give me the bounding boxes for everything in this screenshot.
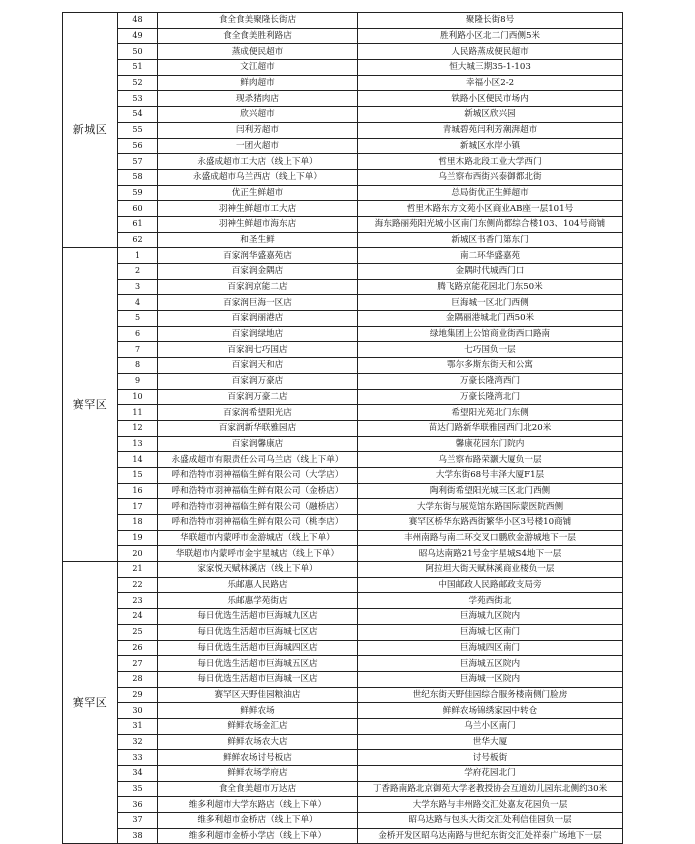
store-address-cell: 陶利街希望阳光城三区北门西侧 [358,483,623,499]
store-name-cell: 百家润京能二店 [158,279,358,295]
row-number-cell: 57 [118,154,158,170]
table-row [63,405,623,421]
store-name-cell: 鲜鲜农场 [158,703,358,719]
table-row [63,60,623,76]
table-row [63,91,623,107]
store-name-cell: 永盛成超市乌兰西店（线上下单） [158,169,358,185]
store-address-cell: 万豪长隆湾北门 [358,389,623,405]
store-address-cell: 大学东街68号丰泽大厦F1层 [358,467,623,483]
store-name-cell: 食全食美超市万达店 [158,781,358,797]
store-address-cell: 巨海城一区北门西侧 [358,295,623,311]
table-row [63,420,623,436]
store-address-cell: 金隅时代城西门口 [358,264,623,280]
row-number-cell: 18 [118,515,158,531]
store-address-cell: 学苑西街北 [358,593,623,609]
row-number-cell: 12 [118,420,158,436]
store-address-cell: 总局街优正生鲜超市 [358,185,623,201]
store-address-cell: 万豪长隆湾西门 [358,373,623,389]
row-number-cell: 37 [118,813,158,829]
store-address-cell: 新城区水岸小镇 [358,138,623,154]
store-address-cell: 幸福小区2-2 [358,75,623,91]
row-number-cell: 34 [118,766,158,782]
store-name-cell: 百家润万豪店 [158,373,358,389]
store-name-cell: 文江超市 [158,60,358,76]
store-address-cell: 苗达门路新华联雅园西门北20米 [358,420,623,436]
table-row [63,154,623,170]
table-row [63,326,623,342]
store-name-cell: 每日优选生活超市巨海城一区店 [158,671,358,687]
store-address-cell: 馨康花园东门院内 [358,436,623,452]
table-row [63,546,623,562]
store-address-cell: 青城碧苑闫利芳潮湃超市 [358,122,623,138]
store-name-cell: 每日优选生活超市巨海城七区店 [158,624,358,640]
table-row [63,781,623,797]
store-address-cell: 学府花园北门 [358,766,623,782]
table-row [63,138,623,154]
table-row [63,687,623,703]
store-name-cell: 食全食美胜利路店 [158,28,358,44]
store-name-cell: 百家润华盛嘉苑店 [158,248,358,264]
table-row [63,248,623,264]
row-number-cell: 22 [118,577,158,593]
table-row [63,640,623,656]
table-row [63,185,623,201]
store-name-cell: 百家润万豪二店 [158,389,358,405]
table-row [63,342,623,358]
store-name-cell: 一团火超市 [158,138,358,154]
table-row [63,122,623,138]
table-row [63,232,623,248]
district-cell: 赛罕区 [63,248,118,562]
row-number-cell: 48 [118,13,158,29]
store-name-cell: 现杀猪肉店 [158,91,358,107]
row-number-cell: 6 [118,326,158,342]
table-row [63,750,623,766]
row-number-cell: 21 [118,562,158,578]
table-row [63,624,623,640]
store-address-cell: 腾飞路京能花园北门东50米 [358,279,623,295]
table-row [63,593,623,609]
table-row [63,107,623,123]
store-name-cell: 呼和浩特市羽神福临生鲜有限公司（融桥店） [158,499,358,515]
row-number-cell: 36 [118,797,158,813]
table-row [63,169,623,185]
store-name-cell: 鲜鲜农场金汇店 [158,718,358,734]
store-address-cell: 乌兰小区南门 [358,718,623,734]
store-name-cell: 鲜肉超市 [158,75,358,91]
table-row [63,718,623,734]
row-number-cell: 51 [118,60,158,76]
table-row [63,515,623,531]
store-name-cell: 乐邮惠人民路店 [158,577,358,593]
store-address-cell: 哲里木路北段工业大学西门 [358,154,623,170]
table-row [63,813,623,829]
row-number-cell: 38 [118,828,158,844]
store-address-cell: 鄂尔多斯东街天和公寓 [358,358,623,374]
row-number-cell: 2 [118,264,158,280]
row-number-cell: 56 [118,138,158,154]
store-address-cell: 昭乌达路与包头大街交汇处利信佳园负一层 [358,813,623,829]
store-name-cell: 维多利超市金桥小学店（线上下单） [158,828,358,844]
store-name-cell: 每日优选生活超市巨海城四区店 [158,640,358,656]
store-name-cell: 鲜鲜农场农大店 [158,734,358,750]
row-number-cell: 31 [118,718,158,734]
store-address-cell: 海东路丽苑阳光城小区南门东侧尚都综合楼103、104号商铺 [358,216,623,232]
table-row [63,766,623,782]
store-name-cell: 百家润天和店 [158,358,358,374]
store-address-cell: 希望阳光苑北门东侧 [358,405,623,421]
store-name-cell: 维多利超市金桥店（线上下单） [158,813,358,829]
row-number-cell: 10 [118,389,158,405]
store-address-cell: 新城区欣兴园 [358,107,623,123]
store-name-cell: 优正生鲜超市 [158,185,358,201]
store-address-cell: 绿地集团上公馆商业街西口路南 [358,326,623,342]
table-row [63,483,623,499]
row-number-cell: 16 [118,483,158,499]
store-name-cell: 永盛成超市工大店（线上下单） [158,154,358,170]
row-number-cell: 50 [118,44,158,60]
row-number-cell: 23 [118,593,158,609]
row-number-cell: 59 [118,185,158,201]
district-cell: 新城区 [63,13,118,248]
store-name-cell: 每日优选生活超市巨海城九区店 [158,609,358,625]
row-number-cell: 5 [118,311,158,327]
row-number-cell: 52 [118,75,158,91]
store-address-cell: 巨海城七区南门 [358,624,623,640]
table-row [63,13,623,29]
row-number-cell: 24 [118,609,158,625]
store-name-cell: 闫利芳超市 [158,122,358,138]
store-name-cell: 食全食美聚隆长街店 [158,13,358,29]
store-address-cell: 丁香路南路北京御苑大学老教授协会互道幼儿园东北侧约30米 [358,781,623,797]
store-address-cell: 巨海城九区院内 [358,609,623,625]
row-number-cell: 20 [118,546,158,562]
table-row [63,452,623,468]
store-address-cell: 中国邮政人民路邮政支局旁 [358,577,623,593]
store-name-cell: 羽神生鲜超市工大店 [158,201,358,217]
row-number-cell: 3 [118,279,158,295]
store-address-cell: 聚隆长街8号 [358,13,623,29]
store-address-cell: 恒大城三期35-1-103 [358,60,623,76]
store-address-cell: 金隅丽港城北门西50米 [358,311,623,327]
store-name-cell: 维多利超市大学东路店（线上下单） [158,797,358,813]
store-address-cell: 哲里木路东方文苑小区商业AB座一层101号 [358,201,623,217]
store-name-cell: 百家润馨康店 [158,436,358,452]
store-name-cell: 永盛成超市有限责任公司乌兰店（线上下单） [158,452,358,468]
table-row [63,703,623,719]
store-name-cell: 呼和浩特市羽神福临生鲜有限公司（桃李店） [158,515,358,531]
store-name-cell: 鲜鲜农场学府店 [158,766,358,782]
table-row [63,609,623,625]
store-address-cell: 世华大厦 [358,734,623,750]
store-address-cell: 丰州南路与南二环交叉口鹏欣金游城地下一层 [358,530,623,546]
row-number-cell: 11 [118,405,158,421]
store-list-table [62,12,623,844]
store-name-cell: 每日优选生活超市巨海城五区店 [158,656,358,672]
store-name-cell: 百家润新华联雅园店 [158,420,358,436]
store-name-cell: 百家润七巧国店 [158,342,358,358]
table-row [63,530,623,546]
table-row [63,499,623,515]
row-number-cell: 7 [118,342,158,358]
table-row [63,295,623,311]
row-number-cell: 35 [118,781,158,797]
store-address-cell: 巨海城五区院内 [358,656,623,672]
table-row [63,797,623,813]
store-name-cell: 和圣生鲜 [158,232,358,248]
row-number-cell: 8 [118,358,158,374]
row-number-cell: 28 [118,671,158,687]
row-number-cell: 30 [118,703,158,719]
table-row [63,311,623,327]
store-name-cell: 呼和浩特市羽神福临生鲜有限公司（大学店） [158,467,358,483]
store-address-cell: 人民路蒸成便民超市 [358,44,623,60]
store-name-cell: 华联超市内蒙呼市金游城店（线上下单） [158,530,358,546]
store-address-cell: 巨海城一区院内 [358,671,623,687]
store-list-body [63,13,623,844]
store-name-cell: 乐邮惠学苑街店 [158,593,358,609]
row-number-cell: 49 [118,28,158,44]
row-number-cell: 29 [118,687,158,703]
store-address-cell: 鲜鲜农场锦绣家园中转仓 [358,703,623,719]
store-address-cell: 南二环华盛嘉苑 [358,248,623,264]
store-address-cell: 阿拉坦大街天赋林溪商业楼负一层 [358,562,623,578]
row-number-cell: 62 [118,232,158,248]
table-row [63,734,623,750]
table-row [63,279,623,295]
table-row [63,75,623,91]
store-name-cell: 百家润希望阳光店 [158,405,358,421]
store-name-cell: 百家润金隅店 [158,264,358,280]
store-address-cell: 铁路小区便民市场内 [358,91,623,107]
store-address-cell: 昭乌达南路21号金宇星城S4地下一层 [358,546,623,562]
table-row [63,28,623,44]
store-name-cell: 呼和浩特市羽神福临生鲜有限公司（金桥店） [158,483,358,499]
store-name-cell: 百家润绿地店 [158,326,358,342]
row-number-cell: 17 [118,499,158,515]
store-name-cell: 百家润巨海一区店 [158,295,358,311]
store-address-cell: 世纪东街天野佳园综合服务楼南侧门脸房 [358,687,623,703]
store-name-cell: 家家悦天赋林溪店（线上下单） [158,562,358,578]
row-number-cell: 53 [118,91,158,107]
row-number-cell: 27 [118,656,158,672]
table-row [63,358,623,374]
row-number-cell: 61 [118,216,158,232]
table-row [63,373,623,389]
row-number-cell: 14 [118,452,158,468]
store-name-cell: 百家润丽港店 [158,311,358,327]
store-address-cell: 新城区书香门第东门 [358,232,623,248]
store-address-cell: 金桥开发区昭乌达南路与世纪东街交汇处祥泰广场地下一层 [358,828,623,844]
store-address-cell: 乌兰察布路荣灏大厦负一层 [358,452,623,468]
table-row [63,467,623,483]
row-number-cell: 25 [118,624,158,640]
store-address-cell: 赛罕区桥华东路西街繁华小区3号楼10商铺 [358,515,623,531]
row-number-cell: 1 [118,248,158,264]
row-number-cell: 54 [118,107,158,123]
district-cell: 赛罕区 [63,562,118,844]
row-number-cell: 26 [118,640,158,656]
row-number-cell: 55 [118,122,158,138]
table-row [63,577,623,593]
store-name-cell: 欣兴超市 [158,107,358,123]
row-number-cell: 15 [118,467,158,483]
table-row [63,436,623,452]
table-row [63,671,623,687]
table-row [63,44,623,60]
store-address-cell: 七巧国负一层 [358,342,623,358]
store-name-cell: 鲜鲜农场讨号板店 [158,750,358,766]
row-number-cell: 4 [118,295,158,311]
store-address-cell: 乌兰察布西街兴泰御都北街 [358,169,623,185]
table-row [63,828,623,844]
store-name-cell: 羽神生鲜超市海东店 [158,216,358,232]
table-row [63,562,623,578]
row-number-cell: 19 [118,530,158,546]
store-address-cell: 大学东路与丰州路交汇处嘉友花园负一层 [358,797,623,813]
table-row [63,216,623,232]
store-address-cell: 大学东街与展览馆东路国际蒙医院西侧 [358,499,623,515]
store-address-cell: 巨海城四区南门 [358,640,623,656]
store-name-cell: 华联超市内蒙呼市金宇星城店（线上下单） [158,546,358,562]
store-name-cell: 赛罕区天野佳园粮油店 [158,687,358,703]
table-row [63,264,623,280]
row-number-cell: 32 [118,734,158,750]
store-address-cell: 讨号板街 [358,750,623,766]
row-number-cell: 33 [118,750,158,766]
row-number-cell: 60 [118,201,158,217]
store-name-cell: 蒸成便民超市 [158,44,358,60]
row-number-cell: 58 [118,169,158,185]
table-row [63,656,623,672]
row-number-cell: 13 [118,436,158,452]
row-number-cell: 9 [118,373,158,389]
table-row [63,201,623,217]
store-address-cell: 胜利路小区北二门西侧5米 [358,28,623,44]
table-row [63,389,623,405]
